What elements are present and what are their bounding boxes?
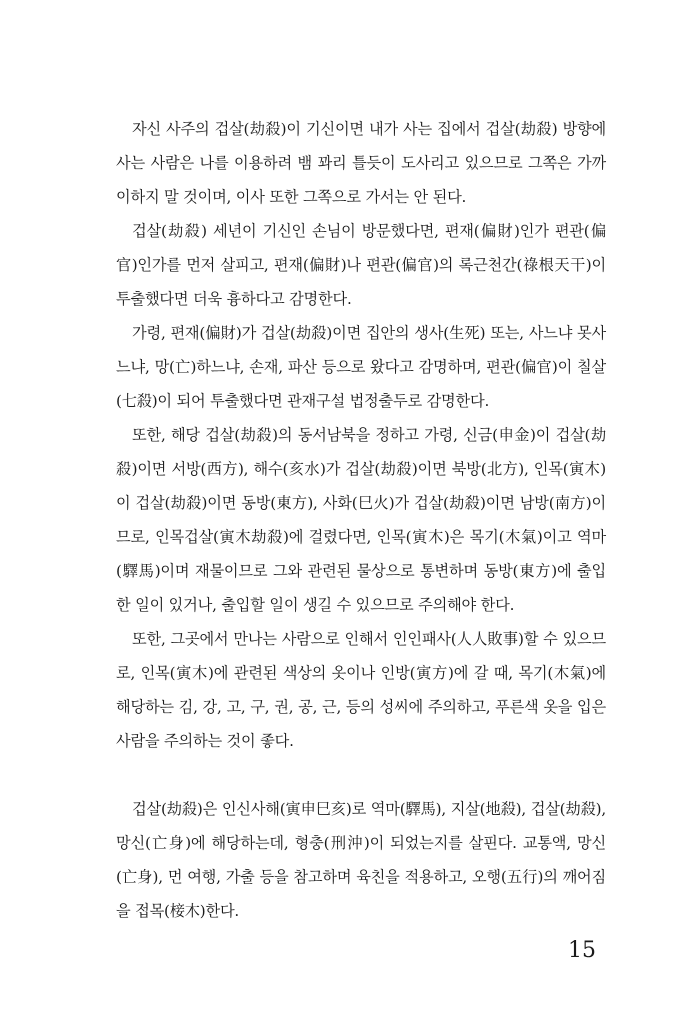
body-text [116,112,606,928]
paragraph-5: 또한, 그곳에서 만나는 사람으로 인해서 인인패사(人人敗事)할 수 있으므로, 인목(寅木)에 관련된 색상의 옷이나 인방(寅方)에 갈 때, 목기(木氣)에 해당하는 김, 강, 고, 구, 권, 공, 근, 등의 성씨에 주의하고, 푸른색 옷을 입은 사람을 주의하는 것이 좋다. [116,630,606,750]
paragraph-6: 겁살(劫殺)은 인신사해(寅申巳亥)로 역마(驛馬), 지살(地殺), 겁살(劫殺), 망신(亡身)에 해당하는데, 형충(刑沖)이 되었는지를 살핀다. 교통액, 망신(亡身), 먼 여행, 가출 등을 참고하며 육친을 적용하고, 오행(五行)의 깨어짐을 접목(椄木)한다. [116,800,606,920]
paragraph-spacer [116,758,606,792]
paragraph-4: 또한, 해당 겁살(劫殺)의 동서남북을 정하고 가령, 신금(申金)이 겁살(劫殺)이면 서방(西方), 해수(亥水)가 겁살(劫殺)이면 북방(北方), 인목(寅木)이 겁살(劫殺)이면 동방(東方), 사화(巳火)가 겁살(劫殺)이면 남방(南方)이므로, 인목겁살(寅木劫殺)에 걸렸다면, 인목(寅木)은 목기(木氣)이고 역마(驛馬)이며 재물이므로 그와 관련된 물상으로 통변하며 동방(東方)에 출입한 일이 있거나, 출입할 일이 생길 수 있으므로 주의해야 한다. [116,426,606,614]
paragraph-3: 가령, 편재(偏財)가 겁살(劫殺)이면 집안의 생사(生死) 또는, 사느냐 못사느냐, 망(亡)하느냐, 손재, 파산 등으로 왔다고 감명하며, 편관(偏官)이 칠살(七殺)이 되어 투출했다면 관재구설 법정출두로 감명한다. [116,324,606,410]
paragraph-2: 겁살(劫殺) 세년이 기신인 손님이 방문했다면, 편재(偏財)인가 편관(偏官)인가를 먼저 살피고, 편재(偏財)나 편관(偏官)의 록근천간(祿根天干)이 투출했다면 더욱 흉하다고 감명한다. [116,222,606,308]
paragraph-1: 자신 사주의 겁살(劫殺)이 기신이면 내가 사는 집에서 겁살(劫殺) 방향에 사는 사람은 나를 이용하려 뱀 꽈리 틀듯이 도사리고 있으므로 그쪽은 가까이하지 말 것이며, 이사 또한 그쪽으로 가서는 안 된다. [116,120,606,206]
page-number: 15 [568,938,596,963]
